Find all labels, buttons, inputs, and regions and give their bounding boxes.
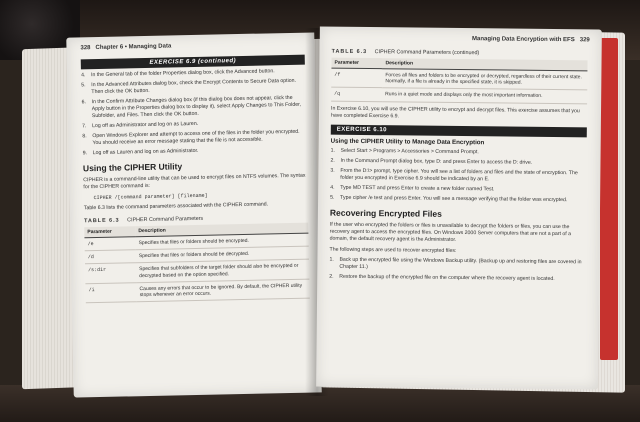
step-text: In the Command Prompt dialog box, type D: and press Enter to access the D: drive.	[340, 157, 533, 166]
step-number: 3.	[330, 167, 335, 174]
table-intro: Table 6.3 lists the command parameters associated with the CIPHER command.	[83, 201, 269, 212]
step-number: 2.	[329, 273, 334, 280]
step-text: From the D:\> prompt, type cipher. You will see a list of folders and files and the state of encryption. The folder you encrypted in Exercise 6.9 should be indicated by an E.	[340, 167, 578, 182]
step-number: 8.	[82, 133, 87, 140]
step-number: 6.	[81, 99, 87, 106]
step-number: 7.	[82, 123, 87, 130]
table-caption-number: TABLE 6.3	[331, 48, 368, 56]
recovery-steps	[329, 256, 585, 283]
step-number: 5.	[81, 82, 86, 89]
table-caption-title: CIPHER Command Parameters (continued)	[374, 49, 480, 57]
exercise-banner: EXERCISE 6.10	[331, 124, 587, 137]
step-text: Type MD TEST and press Enter to create a new folder named Test.	[340, 184, 495, 192]
exercise-intro: In Exercise 6.10, you will use the CIPHER utility to encrypt and decrypt files. This exercise assumes that you have completed Exercise 6.9.	[330, 105, 580, 119]
column-header: Parameter	[331, 58, 382, 69]
description-cell: Runs in a quiet mode and displays only the most important information.	[382, 88, 587, 103]
table-row	[331, 88, 587, 104]
parameter-cell: /s:dir	[85, 263, 136, 283]
table-caption-number: TABLE 6.3	[84, 217, 120, 225]
description-cell: Specifies that subfolders of the target folder should also be encrypted or decrypted based on the option specified.	[136, 260, 309, 283]
step-text: Log off as Administrator and log on as Lauren.	[92, 120, 199, 130]
syntax-line: CIPHER /[command parameter] [filename]	[93, 192, 208, 202]
table-row	[331, 68, 587, 90]
step-number: 4.	[80, 72, 86, 79]
exercise-title: Using the CIPHER Utility to Manage Data Encryption	[330, 137, 485, 146]
parameter-cell: /e	[84, 237, 135, 251]
step-item	[82, 95, 306, 121]
step-item	[330, 184, 586, 194]
column-header: Description	[135, 223, 308, 237]
description-cell: Forces all files and folders to be encrypted or decrypted, regardless of their current state. Normally, if a file is already in the specified state, it is skipped.	[382, 69, 587, 91]
step-item	[83, 146, 307, 158]
section-heading: Using the CIPHER Utility	[82, 161, 183, 174]
column-header: Parameter	[84, 226, 135, 238]
step-text: Open Windows Explorer and attempt to access one of the files in the folder you encrypted. You should receive an error message stating that the file is not accessible.	[92, 128, 300, 147]
parameters-table-continued	[331, 58, 587, 104]
step-number: 2.	[330, 157, 335, 164]
exercise-banner: EXERCISE 6.9 (continued)	[81, 55, 305, 70]
parameters-table	[84, 223, 310, 304]
right-page-header	[472, 36, 590, 43]
step-number: 1.	[329, 256, 334, 263]
table-caption	[332, 49, 588, 58]
red-page-edge	[600, 38, 618, 360]
description-cell: Specifies that files or folders should be decrypted.	[136, 246, 309, 263]
column-header: Description	[382, 58, 587, 71]
chapter-title: Chapter 6 • Managing Data	[95, 43, 172, 52]
step-item	[330, 194, 586, 204]
step-item	[81, 78, 305, 97]
parameter-cell: /q	[331, 88, 382, 102]
step-text: Restore the backup of the encrypted file on the computer where the recovery agent is located.	[339, 273, 555, 282]
step-text: Log off as Lauren and log on as Administrator.	[92, 147, 199, 157]
step-number: 4.	[330, 184, 335, 191]
steps-intro: The following steps are used to recover encrypted files:	[329, 246, 457, 254]
step-number: 1.	[330, 147, 335, 154]
step-text: Type cipher /e test and press Enter. You will see a message verifying that the folder was encrypted.	[340, 194, 568, 203]
section-paragraph: CIPHER is a command-line utility that can be used to encrypt files on NTFS volumes. The syntax for the CIPHER command is:	[83, 172, 306, 191]
step-item	[329, 256, 585, 273]
right-page	[316, 27, 602, 390]
step-number: 5.	[330, 194, 335, 201]
step-item	[82, 129, 306, 148]
page-number: 329	[579, 37, 590, 44]
running-title: Managing Data Encryption with EFS	[472, 36, 575, 44]
parameter-cell: /i	[85, 283, 136, 303]
step-item	[331, 147, 587, 157]
section-paragraph: If the user who encrypted the folders or files is unavailable to decrypt the folders or files, you can use the recovery agent to access the encrypted files. On Windows 2000 Server computers that are not a part of a domain, the default recovery agent is the Administrator.	[329, 221, 572, 243]
left-page	[66, 32, 321, 397]
section-heading: Recovering Encrypted Files	[329, 207, 442, 219]
page-number: 328	[80, 45, 91, 52]
step-item	[330, 167, 586, 184]
parameter-cell: /d	[85, 250, 136, 264]
parameter-cell: /f	[331, 68, 382, 88]
description-cell: Specifies that files or folders should be encrypted.	[135, 233, 308, 250]
table-caption-title: CIPHER Command Parameters	[127, 215, 204, 224]
step-text: Back up the encrypted file using the Windows Backup utility. (Backup up and restoring files are covered in Chapter 11.)	[339, 256, 582, 270]
step-number: 9.	[82, 150, 88, 157]
exercise-steps	[81, 68, 307, 158]
step-text: In the General tab of the folder Properties dialog box, click the Advanced button.	[90, 68, 275, 79]
step-item	[330, 157, 586, 167]
step-item	[329, 273, 585, 283]
step-text: Select Start > Programs > Accessories > Command Prompt.	[340, 147, 479, 155]
step-text: In the Confirm Attribute Changes dialog box (if this dialog box does not appear, click the Apply button in the Properties dialog box to display it), select Apply Changes to This Folder, Subfolder, and Files. Then click the OK button.	[91, 94, 302, 120]
description-cell: Causes any errors that occur to be ignored. By default, the CIPHER utility stops whenever an error occurs.	[136, 279, 309, 302]
left-page-header	[80, 43, 171, 51]
table-row	[85, 279, 309, 303]
exercise-steps	[330, 147, 587, 204]
step-text: In the Advanced Attributes dialog box, check the Encrypt Contents to Secure Data option. Then click the OK button.	[91, 77, 297, 96]
